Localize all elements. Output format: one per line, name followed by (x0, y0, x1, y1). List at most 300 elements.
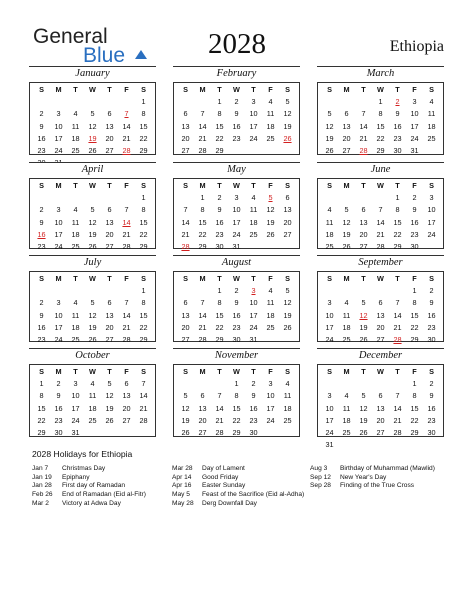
day-cell: 4 (73, 205, 78, 215)
day-cell: 26 (359, 334, 368, 344)
day-cell: 19 (181, 415, 190, 425)
day-cell: 13 (122, 391, 131, 401)
month-august (173, 255, 300, 342)
weekday-header: S (39, 181, 44, 190)
weekday-header: M (199, 85, 206, 94)
day-cell: 20 (342, 133, 351, 143)
empty-day-cell (338, 378, 355, 390)
weekday-header: T (73, 274, 78, 283)
weekday-header: S (285, 274, 290, 283)
day-cell: 28 (215, 427, 224, 437)
weekday-header: M (199, 367, 206, 376)
day-cell: 25 (88, 415, 97, 425)
day-cell: 13 (181, 121, 190, 131)
weekday-header: T (251, 274, 256, 283)
day-cell: 23 (37, 241, 46, 251)
holiday-column (172, 465, 304, 508)
weekday-header: M (343, 85, 350, 94)
weekday-header: T (395, 367, 400, 376)
weekday-header: S (183, 181, 188, 190)
day-cell: 20 (359, 229, 368, 239)
weekday-header: T (251, 367, 256, 376)
day-cell: 11 (71, 121, 80, 131)
weekday-header: M (343, 367, 350, 376)
day-cell: 26 (88, 145, 97, 155)
day-cell: 8 (200, 205, 205, 215)
day-cell: 16 (410, 217, 419, 227)
weekday-header: F (124, 85, 129, 94)
day-cell: 24 (71, 415, 80, 425)
day-cell: 3 (429, 193, 434, 203)
holiday-date: Apr 14 (172, 473, 192, 481)
day-cell: 29 (139, 241, 148, 251)
day-cell: 22 (215, 322, 224, 332)
day-cell: 15 (37, 403, 46, 413)
day-cell: 19 (283, 310, 292, 320)
holiday-row (172, 482, 304, 491)
day-cell: 30 (393, 145, 402, 155)
day-cell: 7 (200, 298, 205, 308)
day-cell: 21 (122, 229, 131, 239)
day-cell: 3 (56, 109, 61, 119)
day-cell: 6 (378, 391, 383, 401)
weekday-header: T (361, 367, 366, 376)
day-cell: 17 (249, 310, 258, 320)
empty-day-cell (177, 378, 194, 390)
month-february (173, 66, 300, 155)
empty-day-cell (338, 192, 355, 204)
month-days-grid (318, 179, 443, 253)
holiday-date: Mar 28 (172, 465, 193, 472)
day-cell: 11 (342, 310, 351, 320)
day-cell: 26 (88, 334, 97, 344)
day-cell: 2 (39, 109, 44, 119)
day-cell: 16 (427, 310, 436, 320)
day-cell: 23 (37, 334, 46, 344)
day-cell: 7 (124, 298, 129, 308)
day-cell: 30 (427, 334, 436, 344)
day-cell: 4 (327, 205, 332, 215)
weekday-header: M (55, 367, 62, 376)
day-cell: 8 (217, 298, 222, 308)
day-cell: 7 (124, 205, 129, 215)
holiday-row (172, 474, 304, 483)
empty-day-cell (355, 378, 372, 390)
holiday-day-cell: 28 (393, 334, 402, 344)
day-cell: 10 (54, 217, 63, 227)
day-cell: 24 (249, 133, 258, 143)
day-cell: 29 (215, 334, 224, 344)
day-cell: 18 (71, 229, 80, 239)
day-cell: 10 (54, 121, 63, 131)
holiday-name: Day of Lament (202, 465, 245, 472)
day-cell: 11 (249, 205, 258, 215)
day-cell: 17 (232, 217, 241, 227)
day-cell: 13 (376, 403, 385, 413)
day-cell: 22 (410, 322, 419, 332)
empty-day-cell (50, 96, 67, 108)
day-cell: 21 (181, 229, 190, 239)
day-cell: 23 (54, 415, 63, 425)
day-cell: 27 (105, 241, 114, 251)
empty-day-cell (101, 285, 118, 297)
month-days-grid (174, 83, 299, 157)
day-cell: 25 (266, 322, 275, 332)
holiday-day-cell: 3 (251, 286, 256, 296)
day-cell: 1 (141, 193, 146, 203)
day-cell: 15 (139, 217, 148, 227)
weekday-header: T (217, 367, 222, 376)
month-title: June (317, 163, 444, 179)
weekday-header: T (251, 181, 256, 190)
weekday-header: F (412, 274, 417, 283)
day-cell: 6 (378, 298, 383, 308)
day-cell: 19 (325, 133, 334, 143)
day-cell: 9 (251, 391, 256, 401)
day-cell: 27 (376, 427, 385, 437)
country-label: Ethiopia (389, 38, 444, 55)
month-days-grid (174, 272, 299, 346)
day-cell: 21 (198, 322, 207, 332)
weekday-header: M (199, 274, 206, 283)
day-cell: 5 (327, 109, 332, 119)
day-cell: 21 (393, 322, 402, 332)
day-cell: 13 (181, 310, 190, 320)
day-cell: 31 (325, 440, 334, 450)
day-cell: 28 (198, 334, 207, 344)
weekday-header: W (377, 274, 384, 283)
day-cell: 20 (376, 322, 385, 332)
empty-day-cell (84, 285, 101, 297)
day-cell: 25 (427, 133, 436, 143)
holiday-row (310, 465, 435, 474)
weekday-header: S (183, 85, 188, 94)
day-cell: 27 (181, 145, 190, 155)
day-cell: 16 (393, 121, 402, 131)
weekday-header: W (89, 367, 96, 376)
day-cell: 9 (412, 205, 417, 215)
weekday-header: F (268, 274, 273, 283)
day-cell: 17 (249, 121, 258, 131)
holiday-name: Derg Downfall Day (202, 499, 257, 507)
day-cell: 29 (139, 145, 148, 155)
day-cell: 10 (325, 310, 334, 320)
day-cell: 26 (342, 241, 351, 251)
day-cell: 15 (198, 217, 207, 227)
holiday-name: Feast of the Sacrifice (Eid al-Adha) (202, 491, 305, 499)
empty-day-cell (101, 192, 118, 204)
holiday-day-cell: 19 (88, 133, 97, 143)
day-cell: 10 (427, 205, 436, 215)
weekday-header: T (107, 85, 112, 94)
day-cell: 3 (73, 379, 78, 389)
day-cell: 24 (54, 145, 63, 155)
day-cell: 19 (266, 217, 275, 227)
month-days-grid (174, 365, 299, 439)
day-cell: 4 (285, 379, 290, 389)
holiday-day-cell: 28 (122, 145, 131, 155)
day-cell: 3 (234, 193, 239, 203)
day-cell: 12 (359, 403, 368, 413)
day-cell: 3 (56, 298, 61, 308)
empty-day-cell (338, 285, 355, 297)
weekday-header: M (343, 181, 350, 190)
weekday-header: F (124, 367, 129, 376)
weekday-header: S (327, 274, 332, 283)
day-cell: 21 (393, 415, 402, 425)
weekday-header: S (429, 181, 434, 190)
day-cell: 18 (325, 229, 334, 239)
day-cell: 14 (359, 121, 368, 131)
day-cell: 15 (376, 121, 385, 131)
weekday-header: T (361, 274, 366, 283)
weekday-header: W (377, 85, 384, 94)
day-cell: 19 (359, 415, 368, 425)
day-cell: 5 (361, 391, 366, 401)
empty-day-cell (67, 96, 84, 108)
day-cell: 9 (39, 217, 44, 227)
day-cell: 7 (395, 391, 400, 401)
day-cell: 16 (249, 403, 258, 413)
day-cell: 15 (410, 403, 419, 413)
day-cell: 24 (54, 334, 63, 344)
weekday-header: S (183, 274, 188, 283)
empty-day-cell (67, 192, 84, 204)
logo-line1: General (33, 25, 108, 48)
empty-day-cell (355, 285, 372, 297)
day-cell: 25 (342, 334, 351, 344)
day-cell: 6 (200, 391, 205, 401)
day-cell: 29 (410, 334, 419, 344)
empty-day-cell (118, 192, 135, 204)
day-cell: 23 (215, 229, 224, 239)
day-cell: 29 (198, 241, 207, 251)
day-cell: 4 (344, 391, 349, 401)
day-cell: 3 (327, 391, 332, 401)
day-cell: 4 (73, 109, 78, 119)
day-cell: 20 (376, 415, 385, 425)
day-cell: 2 (429, 286, 434, 296)
weekday-header: M (55, 85, 62, 94)
month-july (29, 255, 156, 342)
day-cell: 1 (39, 379, 44, 389)
day-cell: 22 (139, 229, 148, 239)
day-cell: 30 (427, 427, 436, 437)
weekday-header: S (429, 274, 434, 283)
day-cell: 19 (105, 403, 114, 413)
month-title: December (317, 349, 444, 365)
day-cell: 17 (54, 229, 63, 239)
month-days-grid (30, 83, 155, 169)
day-cell: 18 (266, 310, 275, 320)
day-cell: 12 (88, 217, 97, 227)
weekday-header: M (343, 274, 350, 283)
day-cell: 6 (285, 193, 290, 203)
weekday-header: S (39, 274, 44, 283)
holiday-date: Aug 3 (310, 465, 328, 472)
weekday-header: W (89, 85, 96, 94)
day-cell: 30 (249, 427, 258, 437)
day-cell: 9 (429, 391, 434, 401)
day-cell: 25 (342, 427, 351, 437)
day-cell: 8 (378, 109, 383, 119)
day-cell: 4 (268, 97, 273, 107)
day-cell: 15 (139, 310, 148, 320)
day-cell: 5 (285, 286, 290, 296)
day-cell: 6 (107, 109, 112, 119)
day-cell: 26 (88, 241, 97, 251)
day-cell: 27 (105, 145, 114, 155)
empty-day-cell (321, 192, 338, 204)
weekday-header: T (217, 181, 222, 190)
weekday-header: W (89, 181, 96, 190)
day-cell: 26 (325, 145, 334, 155)
day-cell: 9 (234, 298, 239, 308)
month-title: March (317, 67, 444, 83)
month-may (173, 162, 300, 249)
day-cell: 7 (141, 379, 146, 389)
day-cell: 29 (376, 145, 385, 155)
day-cell: 11 (325, 217, 334, 227)
weekday-header: S (141, 181, 146, 190)
weekday-header: S (429, 367, 434, 376)
day-cell: 23 (232, 133, 241, 143)
day-cell: 27 (181, 334, 190, 344)
day-cell: 1 (378, 97, 383, 107)
day-cell: 10 (232, 205, 241, 215)
weekday-header: T (395, 181, 400, 190)
day-cell: 16 (215, 217, 224, 227)
day-cell: 11 (266, 109, 275, 119)
day-cell: 13 (105, 121, 114, 131)
day-cell: 11 (88, 391, 97, 401)
day-cell: 12 (325, 121, 334, 131)
day-cell: 5 (285, 97, 290, 107)
holiday-row (32, 500, 146, 509)
weekday-header: W (233, 367, 240, 376)
empty-day-cell (321, 378, 338, 390)
page-title: 2028 (208, 28, 266, 60)
day-cell: 24 (266, 415, 275, 425)
weekday-header: M (55, 274, 62, 283)
day-cell: 23 (393, 133, 402, 143)
day-cell: 28 (198, 145, 207, 155)
holiday-row (310, 482, 435, 491)
month-title: September (317, 256, 444, 272)
day-cell: 24 (410, 133, 419, 143)
day-cell: 11 (71, 217, 80, 227)
holiday-row (310, 474, 435, 483)
weekday-header: W (377, 181, 384, 190)
day-cell: 29 (393, 241, 402, 251)
day-cell: 12 (88, 121, 97, 131)
day-cell: 24 (427, 229, 436, 239)
day-cell: 24 (232, 229, 241, 239)
day-cell: 4 (268, 286, 273, 296)
day-cell: 17 (54, 133, 63, 143)
empty-day-cell (50, 192, 67, 204)
day-cell: 29 (37, 427, 46, 437)
month-march (317, 66, 444, 155)
month-november (173, 348, 300, 437)
day-cell: 18 (427, 121, 436, 131)
day-cell: 28 (122, 241, 131, 251)
day-cell: 18 (71, 322, 80, 332)
day-cell: 30 (232, 334, 241, 344)
day-cell: 22 (215, 133, 224, 143)
day-cell: 23 (427, 415, 436, 425)
day-cell: 10 (410, 109, 419, 119)
holidays-title: 2028 Holidays for Ethiopia (32, 449, 133, 459)
empty-day-cell (118, 96, 135, 108)
day-cell: 24 (54, 241, 63, 251)
day-cell: 16 (37, 133, 46, 143)
day-cell: 21 (215, 415, 224, 425)
weekday-header: W (377, 367, 384, 376)
day-cell: 23 (249, 415, 258, 425)
day-cell: 12 (266, 205, 275, 215)
day-cell: 21 (376, 229, 385, 239)
empty-day-cell (177, 192, 194, 204)
holiday-day-cell: 28 (181, 241, 190, 251)
empty-day-cell (372, 192, 389, 204)
day-cell: 7 (200, 109, 205, 119)
holiday-name: Birthday of Muhammad (Mawlid) (340, 465, 435, 472)
holiday-day-cell: 2 (395, 97, 400, 107)
weekday-header: F (124, 181, 129, 190)
weekday-header: F (412, 181, 417, 190)
day-cell: 14 (198, 310, 207, 320)
holiday-name: New Year's Day (340, 473, 387, 481)
day-cell: 15 (215, 310, 224, 320)
holiday-day-cell: 7 (124, 109, 129, 119)
day-cell: 17 (54, 322, 63, 332)
month-days-grid (318, 365, 443, 451)
day-cell: 11 (71, 310, 80, 320)
day-cell: 22 (139, 322, 148, 332)
day-cell: 13 (105, 310, 114, 320)
day-cell: 5 (107, 379, 112, 389)
day-cell: 8 (234, 391, 239, 401)
day-cell: 19 (88, 322, 97, 332)
month-days-grid (30, 365, 155, 439)
day-cell: 13 (105, 217, 114, 227)
day-cell: 2 (217, 193, 222, 203)
day-cell: 27 (342, 145, 351, 155)
day-cell: 11 (283, 391, 292, 401)
day-cell: 10 (325, 403, 334, 413)
day-cell: 4 (90, 379, 95, 389)
day-cell: 25 (283, 415, 292, 425)
empty-day-cell (211, 378, 228, 390)
month-april (29, 162, 156, 249)
day-cell: 2 (56, 379, 61, 389)
day-cell: 26 (266, 229, 275, 239)
day-cell: 1 (412, 286, 417, 296)
holiday-name: Finding of the True Cross (340, 482, 415, 490)
day-cell: 22 (37, 415, 46, 425)
logo-line2: Blue (83, 44, 126, 67)
day-cell: 20 (105, 322, 114, 332)
day-cell: 16 (232, 310, 241, 320)
day-cell: 6 (183, 298, 188, 308)
day-cell: 9 (39, 121, 44, 131)
day-cell: 1 (234, 379, 239, 389)
day-cell: 20 (181, 133, 190, 143)
holiday-date: Jan 19 (32, 473, 52, 481)
day-cell: 10 (249, 298, 258, 308)
month-title: August (173, 256, 300, 272)
